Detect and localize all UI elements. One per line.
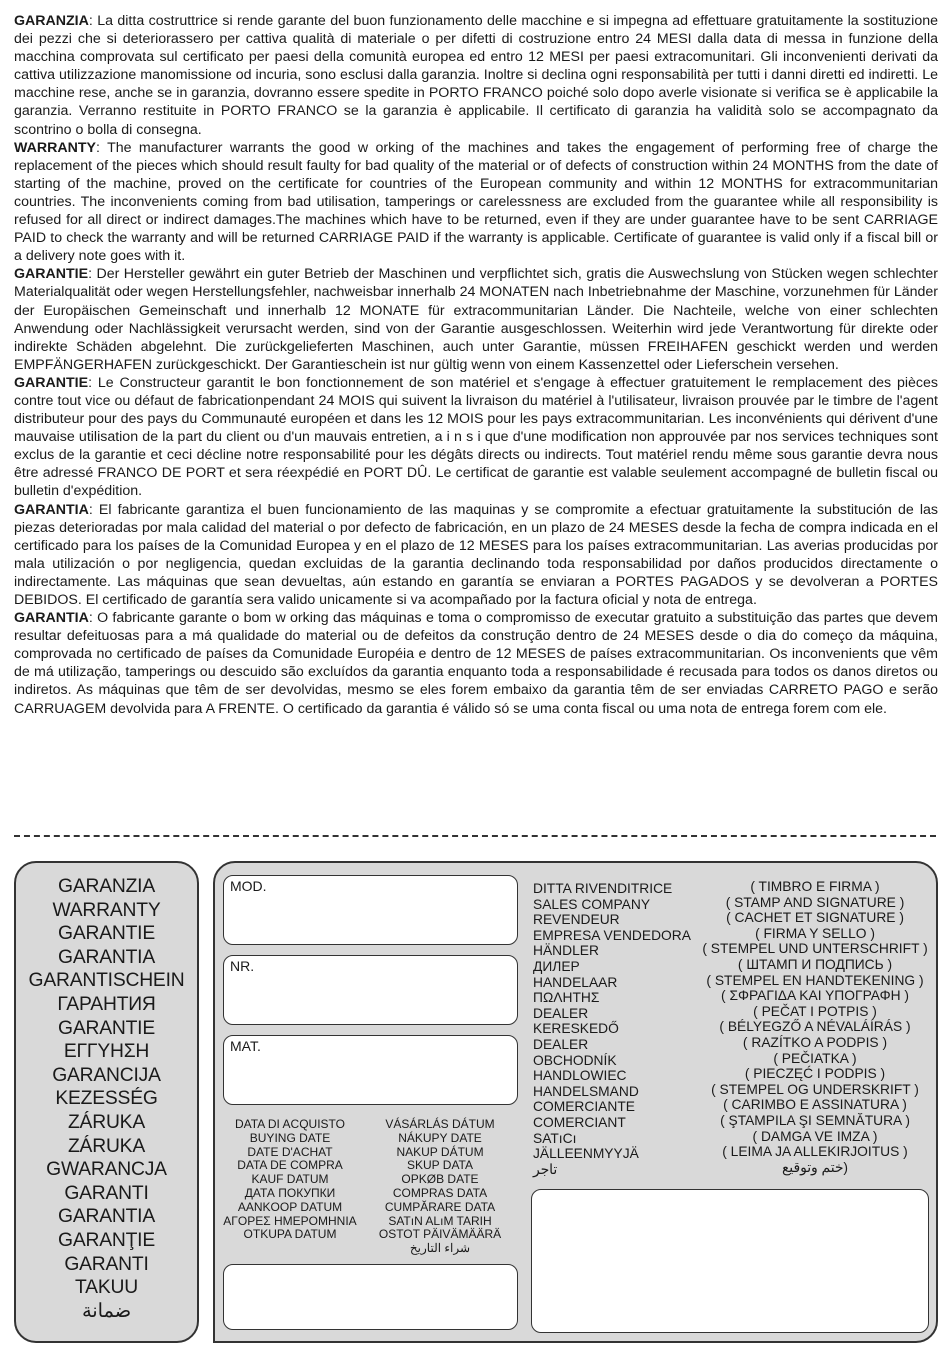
stamp-label: ( STEMPEL UND UNTERSCHRIFT ) [702, 941, 928, 957]
paragraph-heading: GARANTIE [14, 266, 89, 283]
seller-label: HANDELSMAND [533, 1083, 639, 1099]
stamp-label: ( PEČAT I POTPIS ) [753, 1003, 877, 1019]
seller-label: ΠΩΛΗΤΗΣ [533, 990, 600, 1006]
purchase-date-label: DATA DI ACQUISTO [234, 1117, 346, 1131]
purchase-date-label: ДАТА ПОКУПКИ [244, 1185, 336, 1200]
seller-label: SALES COMPANY [533, 896, 651, 912]
warranty-title-hr: GARANCIJA [52, 1064, 161, 1086]
number-field[interactable] [223, 955, 518, 1025]
warranty-paragraph-es [14, 501, 938, 610]
warranty-title-pt: GARANTIA [58, 1206, 155, 1228]
stamp-label: ( STEMPEL OG UNDERSKRIFT ) [711, 1081, 919, 1097]
warranty-paragraph-en [14, 139, 938, 266]
warranty-paragraph-pt [14, 609, 938, 718]
warranty-title-de: GARANTISCHEIN [28, 970, 185, 992]
warranty-title-ro: GARANŢIE [58, 1229, 155, 1251]
purchase-date-labels-right [365, 1118, 515, 1256]
warranty-title-fr: GARANTIE [58, 923, 155, 945]
warranty-title-it: GARANZIA [58, 876, 155, 897]
purchase-date-label: CUMPĂRARE DATA [384, 1199, 496, 1214]
warranty-form-panel [213, 861, 938, 1343]
purchase-date-label: DATE D'ACHAT [247, 1144, 333, 1159]
cut-line [14, 835, 936, 837]
seller-label: SATıCı [533, 1130, 577, 1146]
stamp-label: ( ШТАМП И ПОДПИСЬ ) [737, 956, 893, 972]
purchase-date-label: SKUP DATA [406, 1158, 474, 1173]
seller-labels [533, 881, 691, 1177]
purchase-date-label: شراء التاريخ [409, 1241, 471, 1256]
seller-label: DEALER [533, 1005, 589, 1021]
paragraph-heading: GARANTIA [14, 501, 89, 518]
paragraph-body: : El fabricante garantiza el buen funcionamiento de las maquinas y se compromite a efectuar gratuitamente la substitución de las piezas deterioradas por mala calidad del material o por defecto de fabricación, en un plazo de 24 MESES desde la fecha de compra indicada en el certificado para los países de la Comunidad Europea y en el plazo de 12 MESES para los países extracommunitarian. Las averias producidas por mala utilización o por negligencia, quedan excluidas de la garantia declinando toda responsabilidad por daños producidos directamente o indirectamente. Las máquinas que sean devueltas, aún estando en garantía se enviaran a PORTES PAGADOS y se devolveran a PORTES DEBIDOS. El certificado de garantía sera valido unicamente si va acompañado por la factura oficial y nota de entrega. [14, 501, 938, 608]
purchase-date-label: NAKUP DÁTUM [396, 1144, 484, 1159]
stamp-label: ( ŞTAMPILA ŞI SEMNĂTURA ) [720, 1112, 910, 1128]
purchase-date-labels-left [215, 1118, 365, 1242]
warranty-title-el: ΕΓΓΥΗΣΗ [63, 1041, 150, 1063]
warranty-title-cs: ZÁRUKA [67, 1111, 145, 1133]
seller-label: DEALER [533, 1036, 589, 1052]
seller-label: تاجر [533, 1161, 558, 1177]
seller-label: COMERCIANT [533, 1114, 626, 1130]
paragraph-body: : Le Constructeur garantit le bon fonctionnement de son matériel et s'engage à effectuer gratuitement le remplacement des pièces contre tout vice ou défaut de fabricationpendant 24 MOIS qui suivent la livraison du matériel à l'utilisateur, livraison prouvée par le timbre de l'agent distributeur pour des pays du Communauté européen et dans les 12 MOIS pour les pays extracommunitarian. Les inconvénients qui dérivent d'une mauvaise utilisation de la part du client ou d'un mauvais entretien, a i n s i que d'une modification non approuvée par nos services techniques sont exclus de la garantie et ceci décline notre responsabilité pour les dégâts directs ou indirects. Tout matériel rendu même sous garantie devra nous être adressé FRANCO DE PORT et sera réexpédié en PORT DÛ. Le certificat de garantie est valable seulement accompagné de bulletin fiscal ou bulletin d'expédition. [14, 374, 938, 500]
stamp-label: (ختم وتوقيع [781, 1159, 849, 1175]
paragraph-heading: GARANZIA [14, 13, 89, 29]
purchase-date-label: KAUF DATUM [251, 1172, 329, 1187]
stamp-label: ( RAZÍTKO A PODPIS ) [742, 1034, 888, 1050]
stamp-signature-field[interactable] [531, 1189, 929, 1333]
purchase-date-field[interactable] [223, 1264, 518, 1330]
seller-label: OBCHODNÍK [533, 1052, 617, 1068]
purchase-date-label: DATA DE COMPRA [237, 1158, 343, 1173]
paragraph-body: : The manufacturer warrants the good w orking of the machines and takes the engagement of performing free of charge the replacement of the pieces which should result faulty for bad quality of the material or of defects of construction within 24 MONTHS from the date of starting of the machine, proved on the certificate for countries of the European community and within 12 MONTHS for extracommunitarian countries. The inconvenients coming from bad utilisation, tamperings or carelessness are excluded from the guarantee while all responsibility is refused for all direct or indirect damages.The machines which have to be returned, even if they are under guarantee have to be sent CARRIAGE PAID to check the warranty and will be returned CARRIAGE PAID if the warranty is applicable. Certificate of guarantee is valid only if a fiscal bill or a delivery note goes with it. [14, 139, 938, 265]
seller-label: EMPRESA VENDEDORA [533, 927, 691, 943]
warranty-terms [14, 12, 938, 718]
model-field[interactable] [223, 875, 518, 945]
warranty-title-es: GARANTIA [58, 946, 155, 968]
warranty-paragraph-it [14, 12, 938, 139]
stamp-label: ( LEIMA JA ALLEKIRJOITUS ) [722, 1144, 908, 1160]
warranty-title-nl: GARANTIE [58, 1017, 155, 1039]
seller-label: DITTA RIVENDITRICE [533, 881, 673, 896]
stamp-label: ( CACHET ET SIGNATURE ) [726, 910, 904, 926]
seller-label: KERESKEDŐ [533, 1021, 619, 1037]
purchase-date-label: OPKØB DATE [401, 1172, 479, 1187]
serial-field[interactable] [223, 1035, 518, 1105]
warranty-title-tr: GARANTI [64, 1253, 149, 1275]
paragraph-body: : La ditta costruttrice si rende garante del buon funzionamento delle macchine e si impegna ad effettuare gratuitamente la sostituzione dei pezzi che si deteriorassero per cattiva qualità di materiale o per difetti di costruzione entro 24 MESI dalla data di messa in funzione della macchina comprovata sul certificato per paesi della comunità europea ed entro 12 MESI per paesi extracomunitari. Gli inconvenienti derivati da cattiva utilizzazione manomissione od incuria, sono esclusi dalla garanzia. Inoltre si declina ogni responsabilità per tutti i danni diretti ed indiretti. Le macchine rese, anche se in garanzia, dovranno essere spedite in PORTO FRANCO poiché solo dopo averle visionate si verifica se è applicabile la garanzia. Verranno restituite in PORTO FRANCO se la garanzia è applicabile. Il certificato di garanzia ha validità solo se accompagnato da scontrino o bolla di consegna. [14, 13, 938, 138]
purchase-date-label: OTKUPA DATUM [243, 1227, 337, 1242]
seller-label: REVENDEUR [533, 912, 620, 928]
stamp-label: ( PEČIATKA ) [773, 1050, 857, 1066]
stamp-label: ( CARIMBO E ASSINATURA ) [723, 1097, 907, 1113]
stamp-label: ( DAMGA VE IMZA ) [752, 1128, 878, 1144]
stamp-label: ( ΣΦΡΑΓΙΔΑ ΚΑΙ ΥΠΟΓΡΑΦΗ ) [721, 988, 909, 1004]
model-field-label: MOD. [230, 878, 267, 894]
stamp-label: ( FIRMA Y SELLO ) [755, 925, 875, 941]
stamp-label: ( BÉLYEGZŐ A NÉVALÁÍRÁS ) [719, 1019, 911, 1035]
serial-field-label: MAT. [230, 1038, 261, 1054]
purchase-date-label: ΑΓΟΡΕΣ ΗΜΕΡΟΜΗΝΙΑ [223, 1213, 357, 1228]
warranty-title-hu: KEZESSÉG [55, 1088, 158, 1110]
stamp-labels [695, 879, 935, 1175]
warranty-card [14, 861, 938, 1345]
warranty-title-ar: ضمانة [81, 1300, 132, 1322]
warranty-title-panel [14, 861, 199, 1343]
seller-label: COMERCIANTE [533, 1099, 635, 1115]
warranty-title-ru: ГАРАНТИЯ [57, 993, 156, 1015]
purchase-date-label: AANKOOP DATUM [237, 1199, 343, 1214]
warranty-paragraph-fr [14, 374, 938, 501]
stamp-label: ( TIMBRO E FIRMA ) [750, 879, 880, 894]
paragraph-heading: WARRANTY [14, 139, 96, 156]
purchase-date-label: OSTOT PÄIVÄMÄÄRÄ [378, 1227, 502, 1242]
paragraph-heading: GARANTIA [14, 610, 89, 627]
seller-label: ДИЛЕР [533, 958, 580, 974]
warranty-title-en: WARRANTY [52, 899, 161, 921]
stamp-label: ( STAMP AND SIGNATURE ) [725, 894, 905, 910]
purchase-date-label: VÁSÁRLÁS DÁTUM [385, 1117, 495, 1131]
seller-label: HANDELAAR [533, 974, 618, 990]
stamp-label: ( PIECZĘĆ I PODPIS ) [744, 1066, 886, 1082]
paragraph-body: : O fabricante garante o bom w orking das máquinas e toma o compromisso de executar gratuito a substituição das partes que devem resultar defeituosas para a má qualidade do material ou de defeitos da construção dentro de 24 MESES desde o dia do começo da máquina, comprovada no certificado de países da Comunidade Européia e dentro de 12 MESES de países extracommunitarian. Os inconvenients que vêm de má utilização, tamperings ou descuido são excluídos da garantia enquanto toda a responsabilidade é recusada para todos os danos diretos ou indiretos. As máquinas que têm de ser devolvidas, mesmo se eles forem embaixo da garantia têm de ser enviadas CARRETO PAGO e serão CARRUAGEM devolvida para A FRENTE. O certificado da garantia é válido só se uma conta fiscal ou uma nota de entrega forem com ele. [14, 610, 938, 717]
purchase-date-label: SATıN ALıM TARIH [388, 1213, 492, 1228]
stamp-label: ( STEMPEL EN HANDTEKENING ) [706, 972, 924, 988]
purchase-date-label: COMPRAS DATA [392, 1185, 488, 1200]
seller-label: HANDLOWIEC [533, 1068, 627, 1084]
seller-label: JÄLLEENMYYJÄ [533, 1146, 639, 1162]
paragraph-body: : Der Hersteller gewährt ein guter Betrieb der Maschinen und verpflichtet sich, gratis die Auswechslung von Stücken wegen schlechter Materialqualität oder wegen Herstellungsfehler, nachweisbar innerhalb 24 MONATEN nach Inbetriebnahme der Maschine, vorzunehmen für Länder der Europäischen Gemeinschaft und innerhalb 12 MONATE für extracommunitarian Länder. Die Nachteile, welche von einer schlechten Anwendung oder Nachlässigkeit verursacht werden, sind von der Garantie ausgeschlossen. Weiterhin wird jede Verantwortung für direkte oder indirekte Schäden abgelehnt. Die zurückgelieferten Maschinen, auch unter Garantie, müssen FREIHAFEN geschickt werden und werden EMPFÄNGERHAFEN zurückgeschickt. Der Garantieschein ist nur gültig wenn von einem Kassenzettel oder Lieferschein versehen. [14, 266, 939, 373]
warranty-title-fi: TAKUU [75, 1277, 138, 1299]
warranty-title-sk: ZÁRUKA [67, 1135, 145, 1157]
seller-label: HÄNDLER [533, 943, 599, 959]
warranty-title-da: GARANTI [64, 1182, 149, 1204]
warranty-paragraph-de [14, 265, 938, 374]
paragraph-heading: GARANTIE [14, 374, 89, 391]
purchase-date-label: BUYING DATE [249, 1130, 331, 1145]
number-field-label: NR. [230, 958, 255, 974]
warranty-title-pl: GWARANCJA [46, 1159, 167, 1181]
purchase-date-label: NÁKUPY DATE [398, 1130, 482, 1145]
